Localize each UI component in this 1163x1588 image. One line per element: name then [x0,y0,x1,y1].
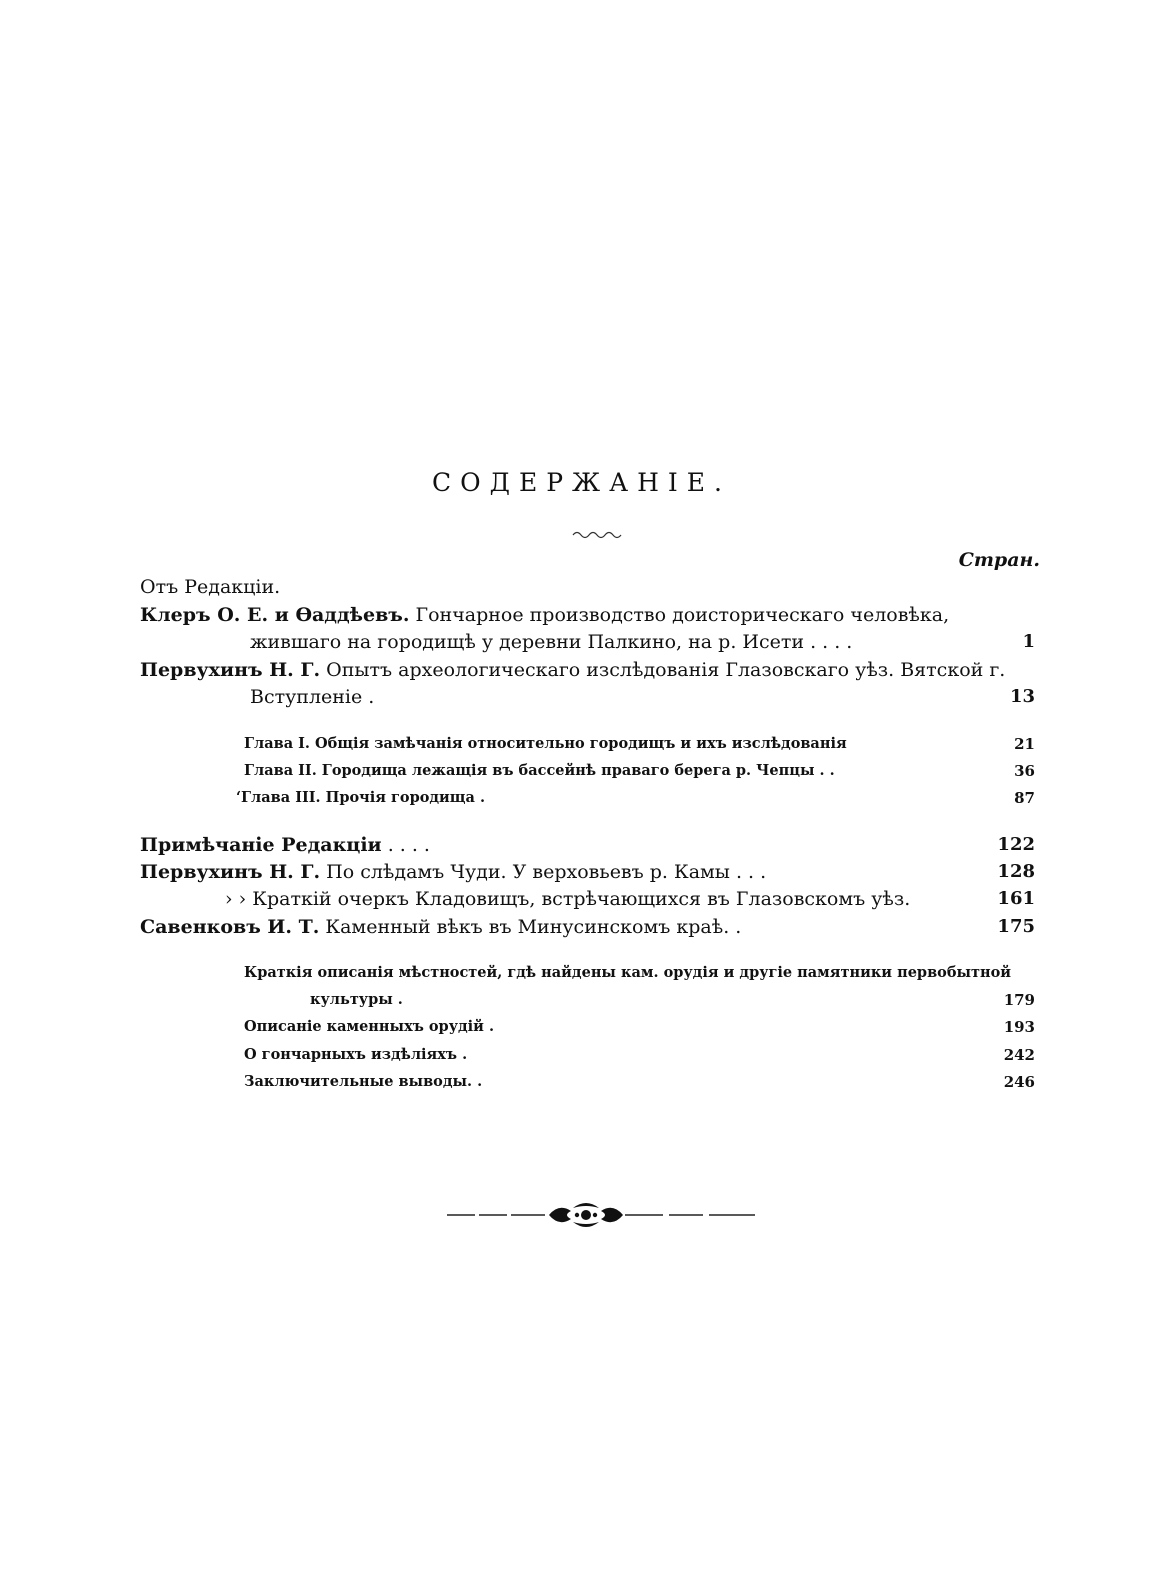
toc-entry [140,918,741,937]
toc-entry [140,661,1005,680]
toc-text: Каменный вѣкъ въ Минусинскомъ краѣ. . [319,916,742,938]
toc-text: О гончарныхъ издѣліяхъ . [244,1046,468,1063]
toc-entry [250,688,374,707]
toc-entry [140,836,430,855]
toc-text: Гончарное производство доисторическаго человѣка, [409,604,950,626]
toc-page-number: 1 [1022,631,1035,652]
toc-entry [244,1020,494,1035]
toc-entry [140,578,280,597]
title-ornament-icon [571,528,623,540]
toc-text: ʻГлава III. Прочія городища . [236,789,485,806]
toc-text: . . . . [381,834,430,856]
toc-page-number: 87 [1014,789,1035,807]
toc-entry [310,993,403,1008]
toc-text: › › Краткій очеркъ Кладовищъ, встрѣчающихся въ Глазовскомъ уѣз. [225,888,911,910]
toc-author: Первухинъ Н. Г. [140,659,321,681]
toc-entry [244,1075,482,1090]
end-ornament-icon [445,1200,757,1230]
toc-text: Заключительные выводы. . [244,1073,483,1090]
toc-text: Опытъ археологическаго изслѣдованія Глазовскаго уѣз. Вятской г. [320,659,1006,681]
toc-entry [140,863,766,882]
toc-text: Описаніе каменныхъ орудій . [244,1018,494,1035]
toc-text: Глава II. Городища лежащія въ бассейнѣ праваго берега р. Чепцы . . [244,762,835,779]
toc-author: Примѣчаніе Редакціи [140,834,382,856]
toc-page-number: 36 [1014,762,1035,780]
toc-page-number: 13 [1009,686,1035,707]
toc-entry [225,890,910,909]
toc-author: Клеръ О. Е. и Ѳаддѣевъ. [140,604,410,626]
toc-entry [244,966,1011,981]
toc-text: Краткія описанія мѣстностей, гдѣ найдены кам. орудія и другіе памятники первобытной [244,964,1012,981]
toc-entry [244,1048,467,1063]
toc-page-number: 246 [1003,1073,1035,1091]
page-title: СОДЕРЖАНІЕ. [432,468,731,497]
toc-page-number: 193 [1003,1018,1035,1036]
toc-entry [250,633,852,652]
toc-text: По слѣдамъ Чуди. У верховьевъ р. Камы . . . [320,861,767,883]
toc-page-number: 122 [997,834,1035,855]
toc-text: Глава I. Общія замѣчанія относительно городищъ и ихъ изслѣдованія [244,735,847,752]
toc-page-number: 128 [997,861,1035,882]
toc-entry [244,764,835,779]
toc-entry [140,606,949,625]
toc-page-number: 242 [1003,1046,1035,1064]
toc-text: Вступленіе . [250,686,375,708]
toc-page-number: 161 [997,888,1035,909]
toc-text: культуры . [310,991,403,1008]
toc-page-number: 179 [1003,991,1035,1009]
toc-page-number: 21 [1014,735,1035,753]
toc-text: жившаго на городищѣ у деревни Палкино, на р. Исети . . . . [250,631,853,653]
toc-text: Отъ Редакціи. [140,576,281,598]
toc-entry [244,737,847,752]
toc-page-number: 175 [997,916,1035,937]
toc-author: Савенковъ И. Т. [140,916,320,938]
toc-entry [236,791,485,806]
toc-author: Первухинъ Н. Г. [140,861,321,883]
page-column-header: Стран. [958,549,1040,571]
